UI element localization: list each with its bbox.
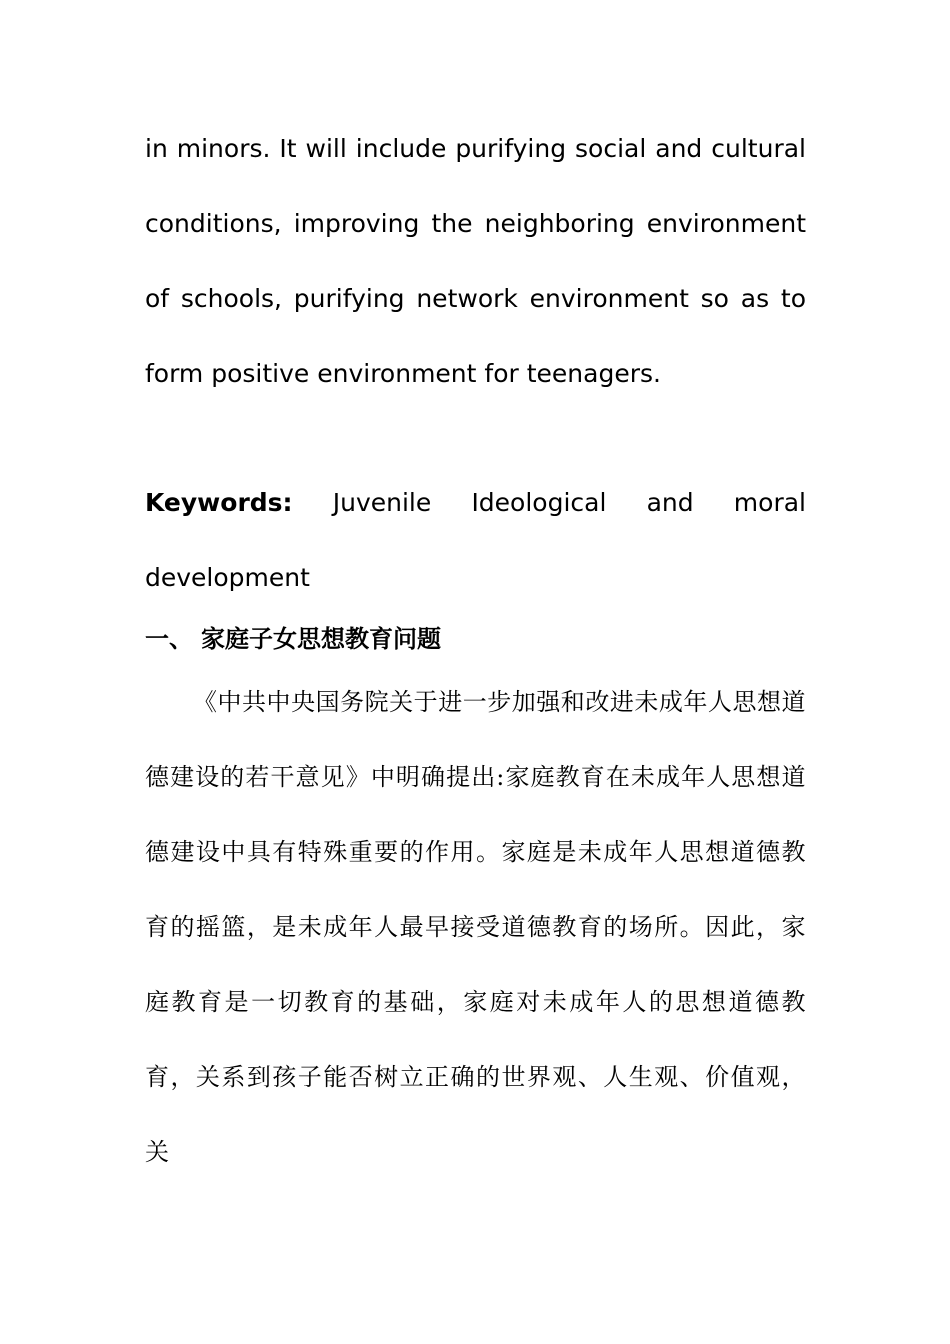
- page-content: [145, 111, 806, 1190]
- keywords-value: Juvenile Ideological and moral development: [145, 488, 807, 592]
- section-title: 家庭子女思想教育问题: [201, 625, 441, 653]
- section-paragraph: 《中共中央国务院关于进一步加强和改进未成年人思想道德建设的若干意见》中明确提出:家庭教育在未成年人思想道德建设中具有特殊重要的作用。家庭是未成年人思想道德教育的摇篮，是未成年人最早接受道德教育的场所。因此，家庭教育是一切教育的基础，家庭对未成年人的思想道德教育，关系到孩子能否树立正确的世界观、人生观、价值观，关: [145, 688, 806, 1166]
- abstract-continuation: in minors. It will include purifying social and cultural conditions, improving the neighboring environment of schools, purifying network environment so as to form positive environment for teenagers.: [145, 134, 806, 388]
- section-heading: [145, 623, 806, 655]
- keywords-label: Keywords:: [145, 488, 293, 517]
- section-number: 一、: [145, 625, 193, 653]
- keywords-line: [145, 465, 806, 615]
